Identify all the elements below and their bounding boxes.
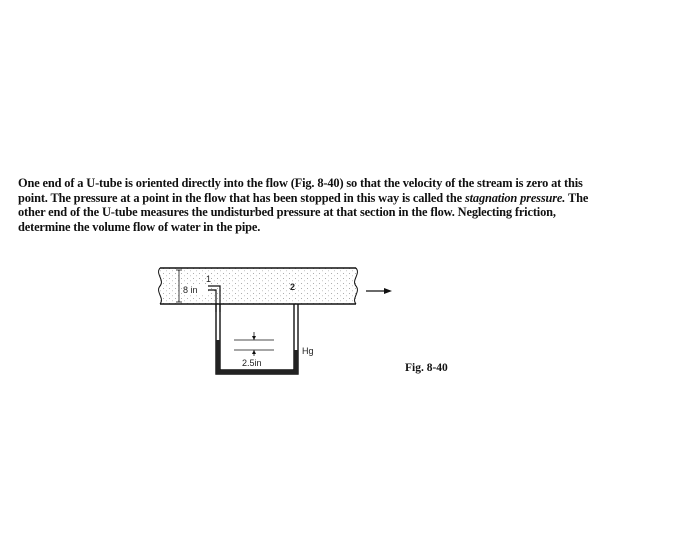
section-2-label: 2 [290,282,296,292]
mercury-column [216,340,298,374]
problem-line-4: determine the volume flow of water in the pipe. [18,219,261,234]
section-1-label: 1 [206,274,212,284]
manometer-reading-dimension [234,332,274,356]
u-tube-figure [150,262,410,382]
fluid-label: Hg [302,346,314,356]
u-tube-diagram [150,262,410,382]
pipe-diameter-label: 8 in [183,285,198,295]
problem-line-1: One end of a U-tube is oriented directly into the flow (Fig. 8-40) so that the velocity of the stream is zero at this [18,176,583,190]
stagnation-pressure-term: stagnation pressure. [464,190,566,205]
problem-line-2-start: point. The pressure at a point in the flow that has been stopped in this way is called the [18,190,465,205]
problem-line-2 [18,191,690,206]
problem-statement [18,176,690,234]
problem-line-3: other end of the U-tube measures the undisturbed pressure at that section in the flow. Neglecting friction, [18,205,556,220]
manometer-reading-label: 2.5in [242,358,262,368]
problem-line-2-end: The [565,190,589,205]
flow-arrow [366,288,392,294]
figure-caption: Fig. 8-40 [405,362,448,374]
